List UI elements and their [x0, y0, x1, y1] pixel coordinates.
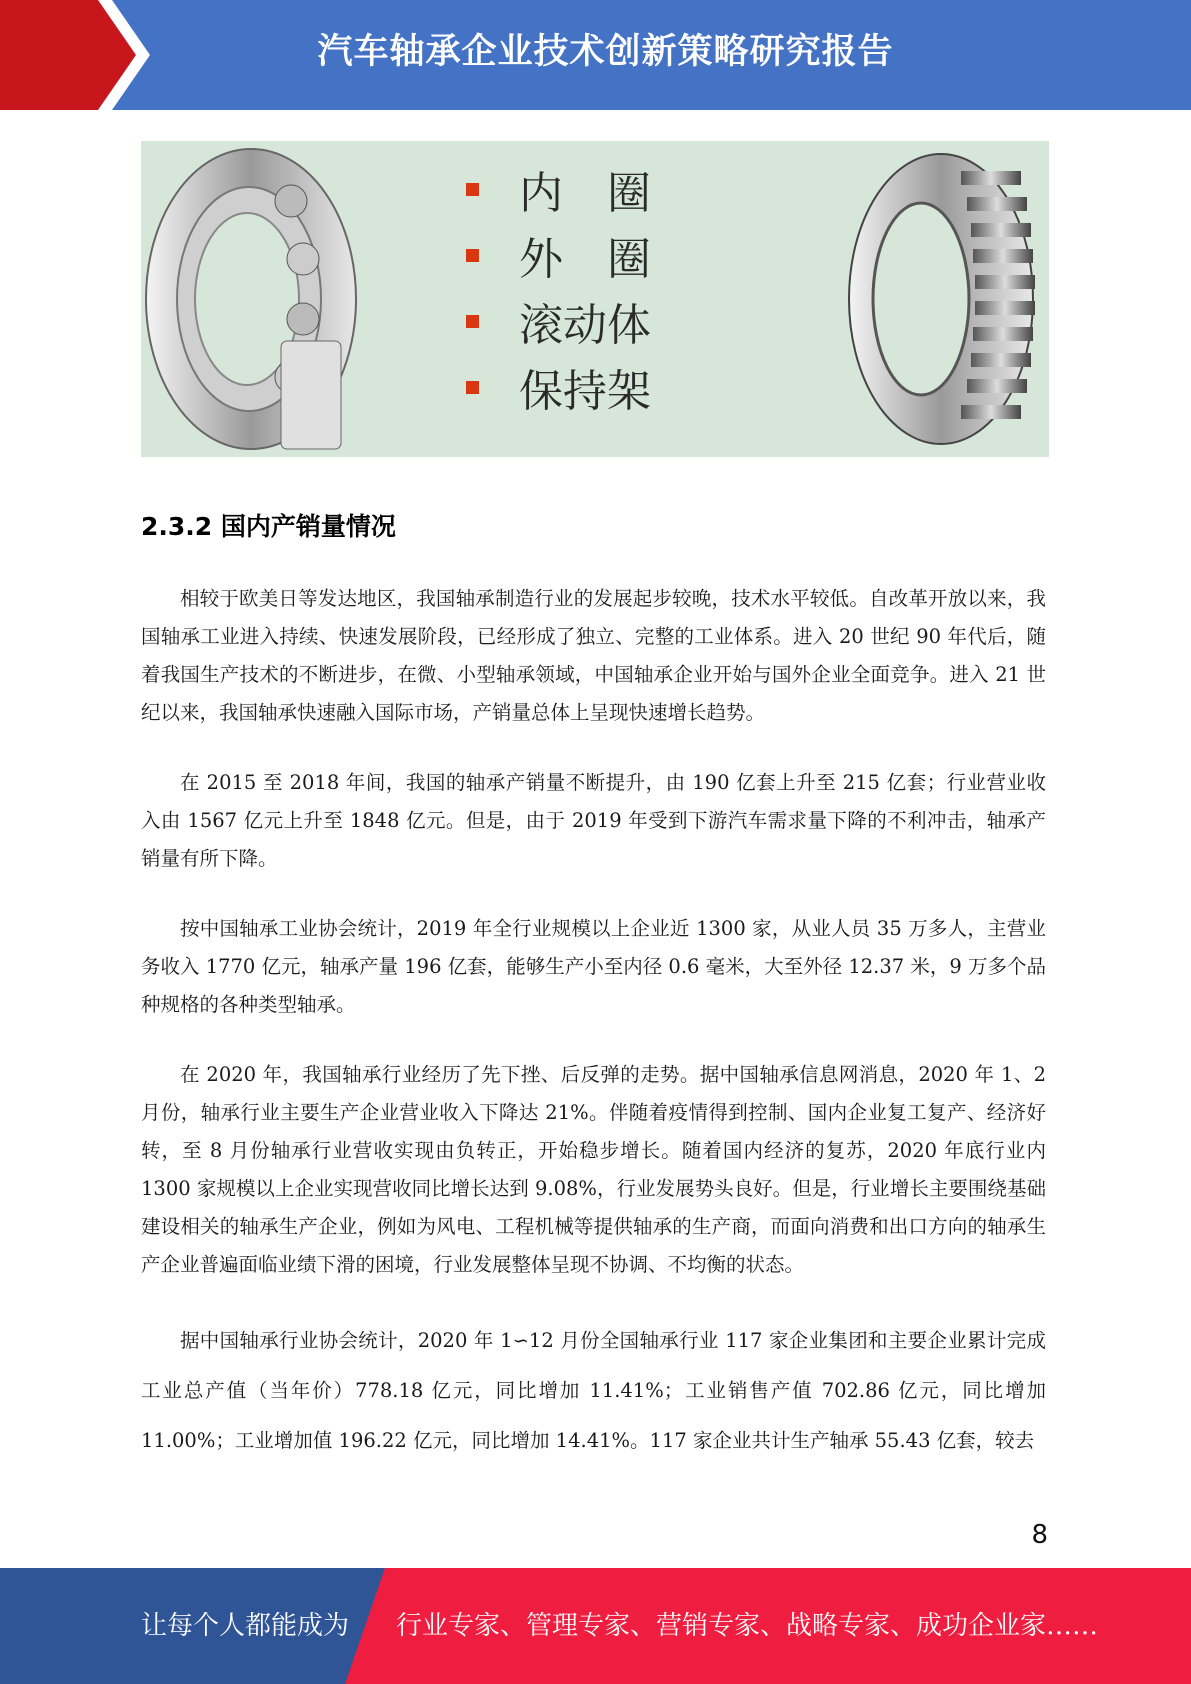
square-bullet-icon — [466, 315, 479, 328]
component-item: 保持架 — [459, 354, 651, 420]
report-title: 汽车轴承企业技术创新策略研究报告 — [317, 32, 894, 72]
paragraph: 据中国轴承行业协会统计，2020 年 1∽12 月份全国轴承行业 117 家企业集团和主要企业累计完成工业总产值（当年价）778.18 亿元，同比增加 11.41%；工业销售产值 702.86 亿元，同比增加 11.00%；工业增加值 196.22 亿元，同比增加 14.41%。117 家企业共计生产轴承 55.43 亿套，较去 — [141, 1329, 1046, 1452]
component-item: 内 圈 — [459, 156, 651, 222]
footer-slogan-right: 行业专家、管理专家、营销专家、战略专家、成功企业家…… — [396, 1611, 1099, 1641]
square-bullet-icon — [466, 183, 479, 196]
section-heading: 2.3.2 国内产销量情况 — [141, 512, 396, 541]
tapered-roller-bearing-icon — [849, 154, 1035, 444]
paragraph: 按中国轴承工业协会统计，2019 年全行业规模以上企业近 1300 家，从业人员 35 万多人，主营业务收入 1770 亿元，轴承产量 196 亿套，能够生产小至内径 0.6 毫米，大至外径 12.37 米，9 万多个品种规格的各种类型轴承。 — [141, 917, 1046, 1016]
component-item: 外 圈 — [459, 222, 651, 288]
page-header — [0, 0, 1191, 110]
paragraph: 在 2015 至 2018 年间，我国的轴承产销量不断提升，由 190 亿套上升至 215 亿套；行业营业收入由 1567 亿元上升至 1848 亿元。但是，由于 2019 年受到下游汽车需求量下降的不利冲击，轴承产销量有所下降。 — [141, 771, 1046, 870]
footer-slogan-left: 让每个人都能成为 — [141, 1611, 350, 1641]
square-bullet-icon — [466, 249, 479, 262]
square-bullet-icon — [466, 381, 479, 394]
page-number: 8 — [1031, 1520, 1048, 1550]
paragraph: 相较于欧美日等发达地区，我国轴承制造行业的发展起步较晚，技术水平较低。自改革开放以来，我国轴承工业进入持续、快速发展阶段，已经形成了独立、完整的工业体系。进入 20 世纪 90 年代后，随着我国生产技术的不断进步，在微、小型轴承领域，中国轴承企业开始与国外企业全面竞争。进入 21 世纪以来，我国轴承快速融入国际市场，产销量总体上呈现快速增长趋势。 — [141, 587, 1046, 724]
body-text — [141, 580, 1046, 1498]
component-list — [459, 156, 651, 420]
bearing-components-image — [141, 141, 1049, 457]
paragraph: 在 2020 年，我国轴承行业经历了先下挫、后反弹的走势。据中国轴承信息网消息，2020 年 1、2 月份，轴承行业主要生产企业营业收入下降达 21%。伴随着疫情得到控制、国内企业复工复产、经济好转，至 8 月份轴承行业营收实现由负转正，开始稳步增长。随着国内经济的复苏，2020 年底行业内 1300 家规模以上企业实现营收同比增长达到 9.08%，行业发展势头良好。但是，行业增长主要围绕基础建设相关的轴承生产企业，例如为风电、工程机械等提供轴承的生产商，而面向消费和出口方向的轴承生产企业普遍面临业绩下滑的困境，行业发展整体呈现不协调、不均衡的状态。 — [141, 1063, 1046, 1276]
component-item: 滚动体 — [459, 288, 651, 354]
ball-bearing-icon — [146, 149, 356, 449]
page-footer — [0, 1568, 1191, 1684]
